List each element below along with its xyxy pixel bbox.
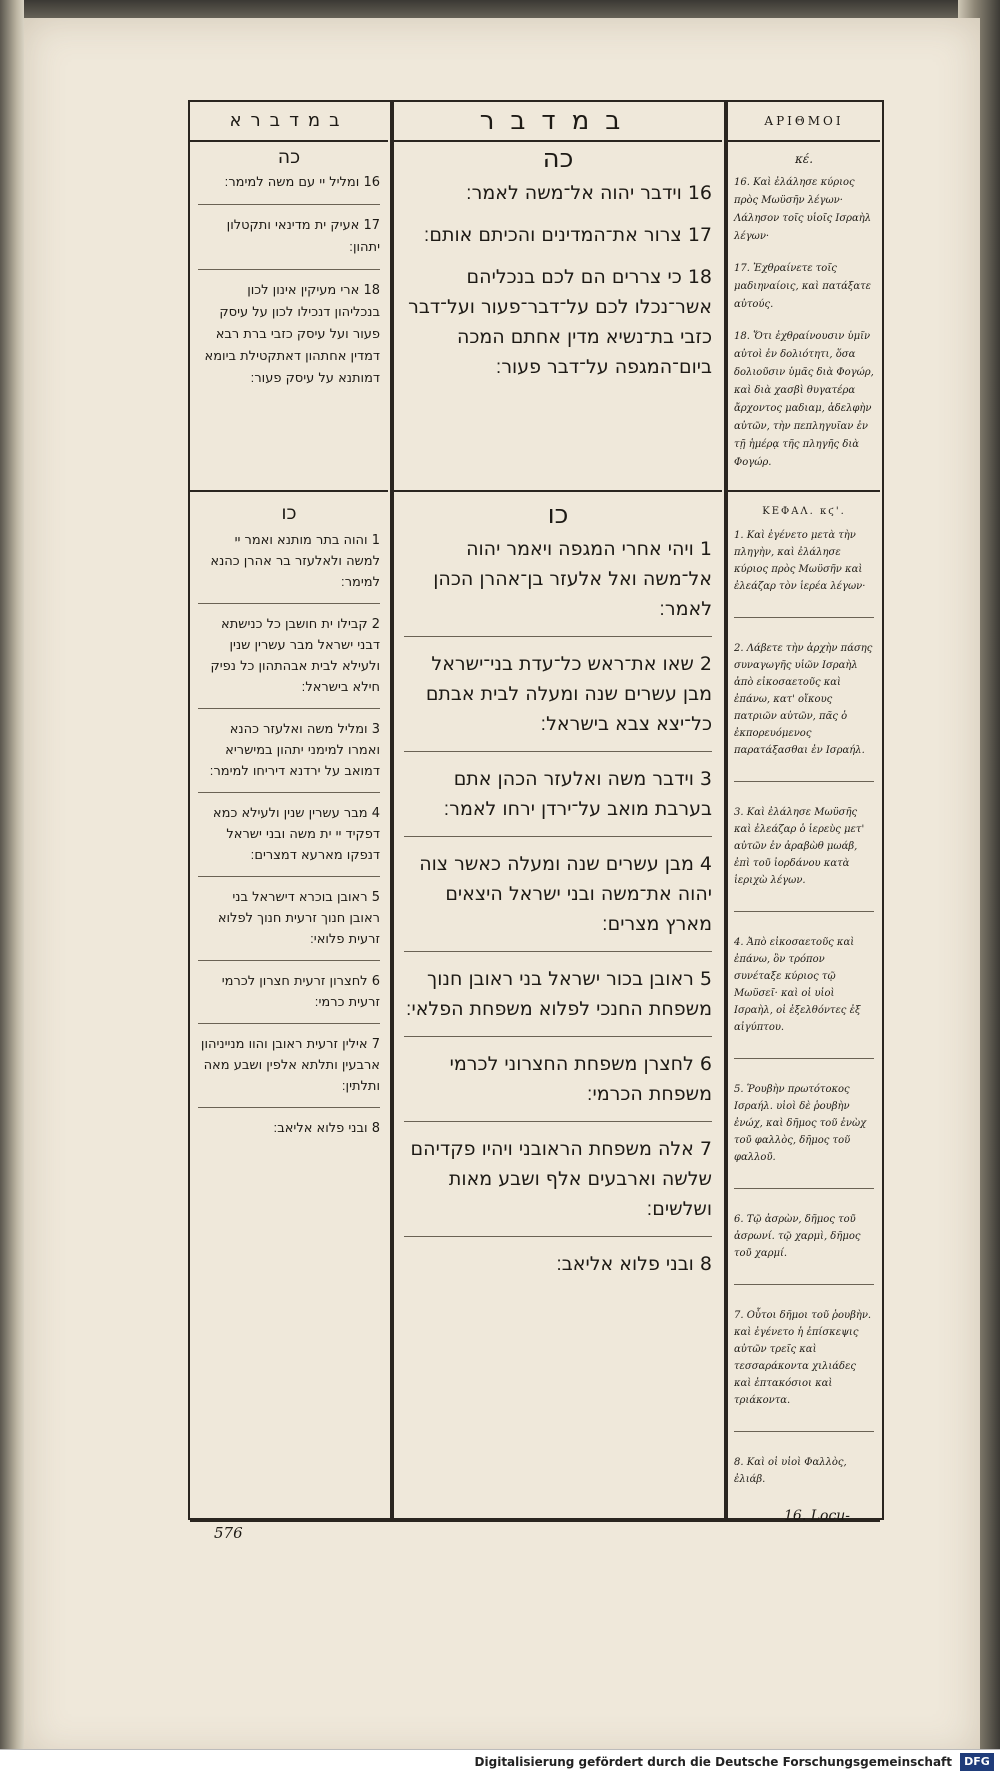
verse-divider	[734, 617, 874, 618]
middle-verses-ch25	[394, 178, 722, 382]
right-verses-ch25	[728, 174, 880, 472]
verse-divider	[734, 1431, 874, 1432]
greek-verse: 3. Καὶ ἐλάλησε Μωϋσῆς καὶ ἐλεάζαρ ὁ ἱερεὺς μετ' αὐτῶν ἐν ἀραβὼθ μωάβ, ἐπὶ τοῦ ἰορδάνου κατὰ ἱεριχὼ λέγων.	[734, 807, 865, 886]
verse-divider	[198, 1107, 380, 1108]
footer-rule	[190, 1520, 880, 1522]
book-page	[24, 18, 980, 1758]
greek-verse: 4. Ἀπὸ εἰκοσαετοῦς καὶ ἐπάνω, ὃν τρόπον συνέταξε κύριος τῷ Μωϋσεῖ· καὶ οἱ υἱοὶ Ισραὴλ, οἱ ἐξελθόντες ἐξ αἰγύπτου.	[734, 937, 861, 1033]
middle-chapter-separator	[394, 490, 722, 492]
left-column	[190, 102, 388, 400]
greek-verse: 8. Καὶ οἱ υἱοὶ Φαλλὸς, ἐλιάβ.	[734, 1457, 847, 1485]
hebrew-verse: 16 וידבר יהוה אל־משה לאמר׃	[466, 182, 712, 204]
targum-verse: 8 ובני פלוא אליאב׃	[273, 1121, 380, 1136]
book-edge-left	[0, 0, 24, 1776]
greek-verse: 1. Καὶ ἐγένετο μετὰ τὴν πληγὴν, καὶ ἐλάλησε κύριος πρὸς Μωϋσῆν καὶ ἐλεάζαρ τὸν ἱερέα λέγων·	[734, 530, 866, 592]
verse-divider	[404, 1236, 712, 1237]
verse-divider	[198, 603, 380, 604]
hebrew-verse: 1 ויהי אחרי המגפה ויאמר יהוה אל־משה ואל אלעזר בן־אהרן הכהן לאמר׃	[433, 538, 712, 620]
greek-verse: 18. Ὅτι ἐχθραίνουσιν ὑμῖν αὐτοὶ ἐν δολιότητι, ὅσα δολιοῦσιν ὑμᾶς διὰ Φογώρ, καὶ διὰ χασβὶ θυγατέρα ἄρχοντος μαδιαμ, ἀδελφὴν αὐτῶν, τὴν πεπληγυῖαν ἐν τῇ ἡμέρᾳ τῆς πληγῆς διὰ Φογώρ.	[734, 331, 874, 468]
hebrew-verse: 4 מבן עשרים שנה ומעלה כאשר צוה יהוה את־משה ובני ישראל היצאים מארץ מצרים׃	[419, 853, 712, 935]
verse-divider	[404, 751, 712, 752]
verse-divider	[404, 636, 712, 637]
hebrew-verse: 18 כי צררים הם לכם בנכליהם אשר־נכלו לכם על־דבר־פעור ועל־דבר כזבי בת־נשיא מדין אחתם המכה ביום־המגפה על־דבר פעור׃	[408, 266, 712, 378]
targum-verse: 1 והוה בתר מותנא ואמר יי למשה ולאלעזר בר אהרן כהנא למימר׃	[210, 533, 380, 590]
left-verses-ch25	[190, 172, 388, 390]
middle-column	[394, 102, 722, 394]
verse-divider	[734, 1188, 874, 1189]
greek-verse: 17. Ἐχθραίνετε τοῖς μαδιηναίοις, καὶ πατάξατε αὐτούς.	[734, 263, 872, 310]
hebrew-verse: 8 ובני פלוא אליאב׃	[556, 1253, 712, 1275]
verse-divider	[404, 951, 712, 952]
verse-divider	[198, 792, 380, 793]
targum-verse: 2 קבילו ית חושבן כל כנישתא דבני ישראל מבר עשרין שנין ולעילא לבית אבהתהון כל נפיק חילא בישראל׃	[210, 617, 380, 695]
verse-divider	[198, 876, 380, 877]
middle-verses-ch26	[394, 534, 722, 1279]
verse-divider	[198, 1023, 380, 1024]
scan-banner-text: Digitalisierung gefördert durch die Deutsche Forschungsgemeinschaft	[474, 1755, 952, 1769]
right-column-header: ΑΡΙΘΜΟΙ	[728, 102, 880, 142]
targum-verse: 6 לחצרון זרעית חצרון לכרמי זרעית כרמי׃	[221, 974, 380, 1010]
left-column-header: במדברא	[190, 102, 388, 142]
hebrew-verse: 7 אלה משפחת הראובני ויהיו פקדיהם שלשה וארבעים אלף ושבע מאות ושלשים׃	[410, 1138, 712, 1220]
targum-verse: 17 אעיק ית מדינאי ותקטלון יתהון׃	[226, 218, 380, 255]
greek-verse: 6. Τῷ ἀσρὼν, δῆμος τοῦ ἀσρωνί. τῷ χαρμὶ, δῆμος τοῦ χαρμί.	[734, 1214, 861, 1259]
targum-verse: 7 אילין זרעית ראובן והוו מנייניהון ארבעין ותלתא אלפין ושבע מאה ותלתין׃	[200, 1037, 380, 1094]
verse-divider	[734, 911, 874, 912]
targum-verse: 18 ארי מעיקין אינון לכון בנכליהון דנכילו לכון על עיסק פעור ועל עיסק כזבי ברת רבא דמדין אחתהון דאתקטילת ביומא דמותנא על עיסק פעור׃	[204, 283, 380, 386]
verse-divider	[404, 1036, 712, 1037]
left-verses-ch26	[190, 530, 388, 1139]
right-chapter-separator	[728, 490, 880, 492]
greek-verse: 16. Καὶ ἐλάλησε κύριος πρὸς Μωϋσῆν λέγων· Λάλησον τοῖς υἱοῖς Ισραὴλ λέγων·	[734, 177, 872, 242]
targum-verse: 5 ראובן בוכרא דישראל בני ראובן חנוך זרעית חנוך לפלוא זרעית פלואי׃	[217, 890, 380, 947]
hebrew-verse: 6 לחצרן משפחת החצרוני לכרמי משפחת הכרמי׃	[449, 1053, 712, 1105]
scan-banner	[0, 1749, 1000, 1776]
middle-chapter-heading-25: כה	[542, 144, 574, 174]
hebrew-verse: 2 שאו את־ראש כל־עדת בני־ישראל מבן עשרים שנה ומעלה לבית אבתם כל־יצא צבא בישראל׃	[425, 653, 712, 735]
verse-divider	[734, 781, 874, 782]
verse-divider	[198, 708, 380, 709]
left-chapter-heading-25: כה	[277, 146, 301, 168]
verse-divider	[198, 960, 380, 961]
right-verses-ch26	[728, 527, 880, 1488]
verse-divider	[734, 1058, 874, 1059]
right-chapter-heading-25: κέ.	[794, 152, 814, 166]
catchword: 16. Locu-	[784, 1508, 851, 1524]
targum-verse: 3 ומליל משה ואלעזר כהנא ואמרו למימני יתהון במישריא דמואב על ירדנא דיריחו למימר׃	[209, 722, 380, 779]
hebrew-verse: 5 ראובן בכור ישראל בני ראובן חנוך משפחת החנכי לפלוא משפחת הפלאי׃	[405, 968, 712, 1020]
dfg-logo: DFG	[960, 1753, 994, 1771]
targum-verse: 16 ומליל יי עם משה למימר׃	[224, 175, 380, 190]
right-column-ch26	[728, 496, 880, 1510]
left-chapter-heading-26: כו	[281, 502, 297, 524]
greek-verse: 5. Ῥουβὴν πρωτότοκος Ισραήλ. υἱοὶ δὲ ῥουβὴν ἐνώχ, καὶ δῆμος τοῦ ἐνὼχ τοῦ φαλλὸς, δῆμος τοῦ φαλλοῦ.	[734, 1084, 867, 1163]
greek-verse: 7. Οὗτοι δῆμοι τοῦ ῥουβὴν. καὶ ἐγένετο ἡ ἐπίσκεψις αὐτῶν τρεῖς καὶ τεσσαράκοντα χιλιάδες καὶ ἑπτακόσιοι καὶ τριάκοντα.	[734, 1310, 872, 1406]
verse-divider	[404, 1121, 712, 1122]
verse-divider	[198, 204, 380, 205]
left-column-ch26	[190, 496, 388, 1149]
middle-chapter-heading-26: כו	[547, 500, 569, 530]
hebrew-verse: 17 צרור את־המדינים והכיתם אותם׃	[423, 224, 712, 246]
verse-divider	[734, 1284, 874, 1285]
hebrew-verse: 3 וידבר משה ואלעזר הכהן אתם בערבת מואב על־ירדן ירחו לאמר׃	[443, 768, 712, 820]
middle-column-header: במדבר	[394, 102, 722, 142]
middle-column-ch26	[394, 496, 722, 1291]
right-chapter-heading-26: ΚΕΦΑΛ. κϛ'.	[762, 506, 846, 517]
verse-divider	[404, 836, 712, 837]
targum-verse: 4 מבר עשרין שנין ולעילא כמא דפקיד יי ית משה ובני ישראל דנפקו מארעא דמצרים׃	[212, 806, 380, 863]
page-number: 576	[214, 1524, 243, 1542]
left-chapter-separator	[190, 490, 388, 492]
verse-divider	[198, 269, 380, 270]
greek-verse: 2. Λάβετε τὴν ἀρχὴν πάσης συναγωγῆς υἱῶν Ισραὴλ ἀπὸ εἰκοσαετοῦς καὶ ἐπάνω, κατ' οἴκους πατριῶν αὐτῶν, πᾶς ὁ ἐκπορευόμενος παρατάξασθαι ἐν Ισραήλ.	[734, 643, 873, 756]
right-column	[728, 102, 880, 486]
